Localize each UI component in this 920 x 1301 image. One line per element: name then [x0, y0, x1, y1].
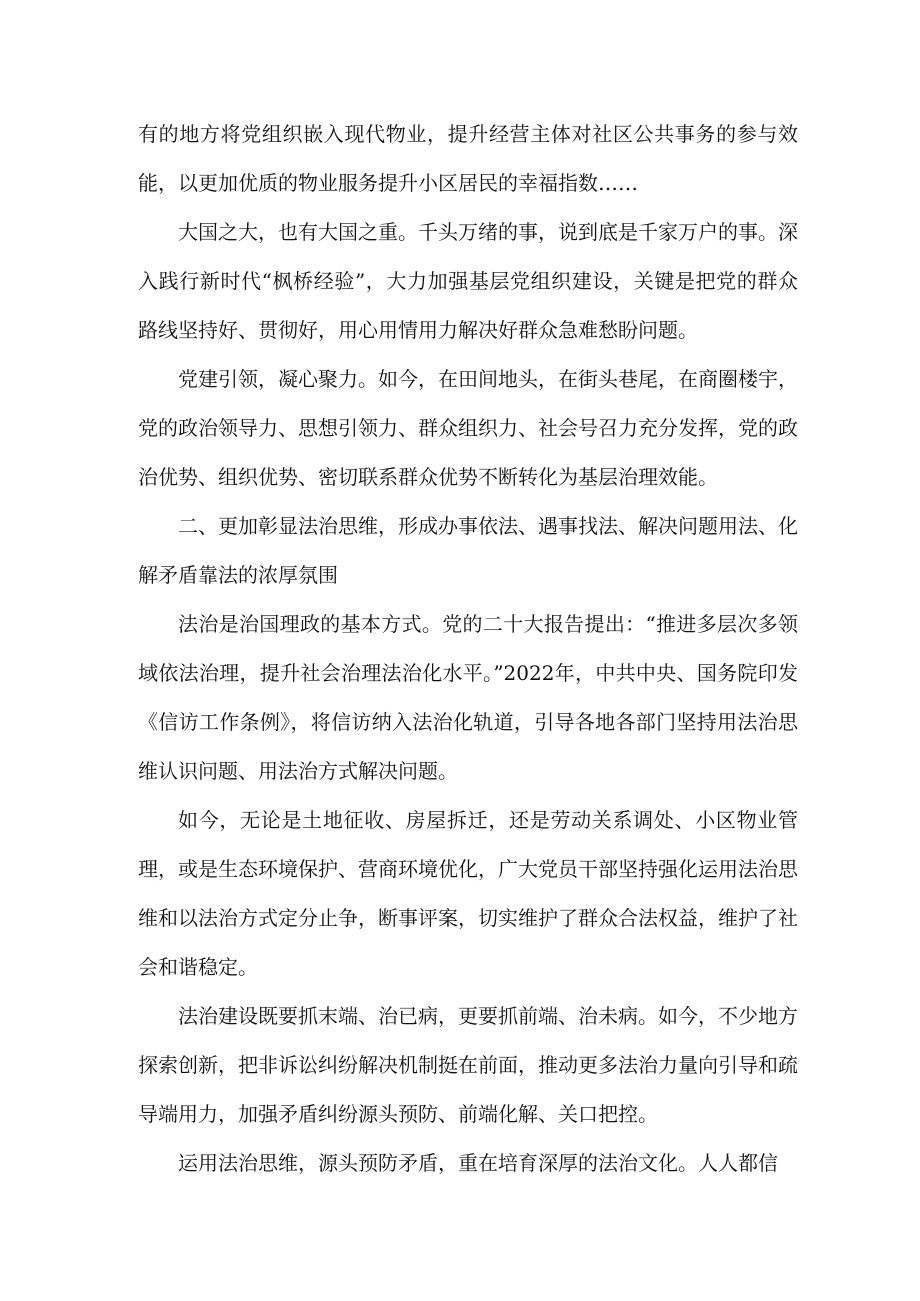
- paragraph-7: 运用法治思维，源头预防矛盾，重在培育深厚的法治文化。人人都信: [178, 1151, 778, 1175]
- paragraph-2: 大国之大，也有大国之重。千头万绪的事，说到底是千家万户的事。深入践行新时代“枫桥经验”，大力加强基层党组织建设，关键是把党的群众路线坚持好、贯彻好，用心用情用力解决好群众急难愁盼问题。: [138, 220, 798, 342]
- paragraph-5: 如今，无论是土地征收、房屋拆迁，还是劳动关系调处、小区物业管理，或是生态环境保护、营商环境优化，广大党员干部坚持强化运用法治思维和以法治方式定分止争，断事评案，切实维护了群众合法权益，维护了社会和谐稳定。: [138, 808, 798, 979]
- paragraph-3: 党建引领，凝心聚力。如今，在田间地头，在街头巷尾，在商圈楼宇，党的政治领导力、思想引领力、群众组织力、社会号召力充分发挥，党的政治优势、组织优势、密切联系群众优势不断转化为基层治理效能。: [138, 367, 798, 489]
- section-heading-2: 二、更加彰显法治思维，形成办事依法、遇事找法、解决问题用法、化解矛盾靠法的浓厚氛围: [138, 514, 798, 587]
- paragraph-6: 法治建设既要抓末端、治已病，更要抓前端、治未病。如今，不少地方探索创新，把非诉讼纠纷解决机制挺在前面，推动更多法治力量向引导和疏导端用力，加强矛盾纠纷源头预防、前端化解、关口把控。: [138, 1004, 798, 1126]
- document-body: [138, 110, 798, 1188]
- paragraph-1: 有的地方将党组织嵌入现代物业，提升经营主体对社区公共事务的参与效能，以更加优质的物业服务提升小区居民的幸福指数……: [138, 122, 798, 195]
- paragraph-4: 法治是治国理政的基本方式。党的二十大报告提出：“推进多层次多领域依法治理，提升社会治理法治化水平。”2022年，中共中央、国务院印发《信访工作条例》，将信访纳入法治化轨道，引导各地各部门坚持用法治思维认识问题、用法治方式解决问题。: [138, 612, 798, 783]
